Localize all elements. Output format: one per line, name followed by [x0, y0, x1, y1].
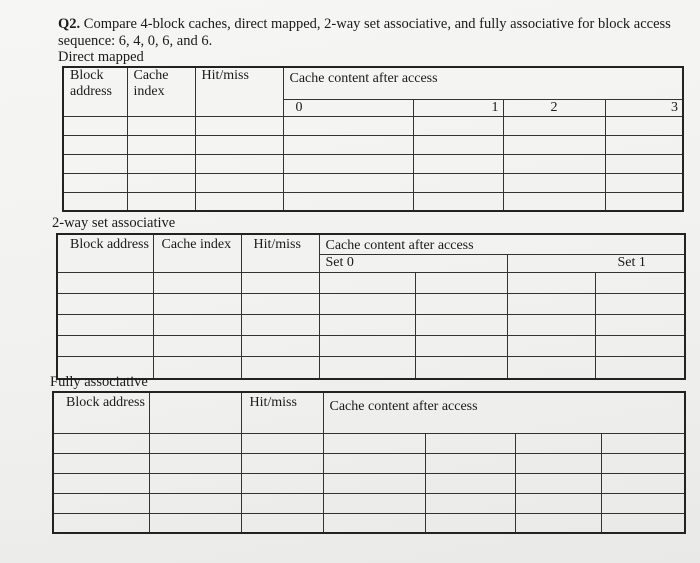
table-cell — [195, 135, 283, 154]
table-cell — [601, 453, 685, 473]
table-cell — [601, 513, 685, 533]
table-cell — [241, 357, 319, 379]
table-cell — [63, 173, 127, 192]
table-cell — [425, 433, 515, 453]
two-way-table — [56, 233, 686, 380]
table-row — [63, 154, 683, 173]
table-cell — [503, 173, 605, 192]
subheader-block-3: 3 — [605, 99, 683, 116]
table-row — [57, 273, 685, 294]
table-cell — [127, 192, 195, 211]
table-header-row — [63, 67, 683, 99]
table-cell — [507, 294, 595, 315]
table-cell — [283, 154, 413, 173]
table-row — [63, 135, 683, 154]
table-cell — [241, 493, 323, 513]
header-cache-index: Cache index — [153, 234, 241, 273]
table-cell — [515, 453, 601, 473]
table-cell — [323, 513, 425, 533]
question-text — [58, 16, 688, 50]
table-cell — [241, 433, 323, 453]
table-cell — [63, 116, 127, 135]
table-cell — [605, 135, 683, 154]
table-cell — [601, 433, 685, 453]
table-cell — [515, 473, 601, 493]
table-cell — [57, 315, 153, 336]
table-cell — [601, 473, 685, 493]
table-cell — [595, 315, 685, 336]
table-cell — [323, 453, 425, 473]
table-cell — [283, 173, 413, 192]
table-row — [53, 453, 685, 473]
table-cell — [127, 116, 195, 135]
header-hit-miss: Hit/miss — [195, 67, 283, 116]
table-cell — [153, 336, 241, 357]
table-cell — [63, 154, 127, 173]
table-cell — [595, 273, 685, 294]
table-cell — [127, 173, 195, 192]
table-cell — [415, 357, 507, 379]
table-cell — [153, 273, 241, 294]
header-block-address: Block address — [63, 67, 127, 116]
fully-associative-title: Fully associative — [50, 374, 148, 390]
table-row — [57, 294, 685, 315]
table-cell — [601, 493, 685, 513]
table-cell — [241, 513, 323, 533]
table-cell — [503, 135, 605, 154]
table-cell — [195, 192, 283, 211]
two-way-title: 2-way set associative — [52, 215, 176, 231]
table-row — [63, 116, 683, 135]
table-cell — [507, 273, 595, 294]
table-cell — [149, 453, 241, 473]
fully-associative-table — [52, 391, 686, 534]
header-hit-miss: Hit/miss — [241, 392, 323, 433]
table-row — [53, 513, 685, 533]
table-cell — [605, 116, 683, 135]
table-cell — [149, 513, 241, 533]
table-cell — [195, 116, 283, 135]
table-row — [53, 473, 685, 493]
question-number: Q2. — [58, 16, 81, 32]
table-cell — [507, 357, 595, 379]
table-cell — [283, 192, 413, 211]
table-cell — [595, 294, 685, 315]
subheader-block-0: 0 — [283, 99, 413, 116]
table-cell — [415, 273, 507, 294]
table-cell — [319, 315, 415, 336]
table-header-row — [53, 392, 685, 433]
header-block-address: Block address — [53, 392, 149, 433]
table-cell — [413, 173, 503, 192]
table-cell — [241, 473, 323, 493]
table-cell — [515, 493, 601, 513]
table-cell — [149, 473, 241, 493]
subheader-set-1: Set 1 — [507, 255, 685, 273]
table-cell — [241, 294, 319, 315]
table-cell — [413, 154, 503, 173]
table-cell — [241, 273, 319, 294]
table-cell — [153, 294, 241, 315]
table-cell — [283, 135, 413, 154]
table-cell — [415, 336, 507, 357]
subheader-block-1: 1 — [413, 99, 503, 116]
table-cell — [605, 154, 683, 173]
table-cell — [127, 135, 195, 154]
table-cell — [319, 273, 415, 294]
table-cell — [57, 273, 153, 294]
direct-mapped-title: Direct mapped — [58, 49, 144, 65]
table-cell — [413, 116, 503, 135]
table-cell — [153, 357, 241, 379]
table-cell — [595, 357, 685, 379]
table-cell — [503, 154, 605, 173]
table-row — [57, 357, 685, 379]
table-cell — [241, 336, 319, 357]
table-cell — [195, 154, 283, 173]
subheader-set-0: Set 0 — [319, 255, 507, 273]
table-row — [57, 336, 685, 357]
table-cell — [153, 315, 241, 336]
table-cell — [63, 192, 127, 211]
table-cell — [425, 453, 515, 473]
table-cell — [127, 154, 195, 173]
table-cell — [319, 294, 415, 315]
table-cell — [53, 473, 149, 493]
table-cell — [323, 433, 425, 453]
table-cell — [503, 192, 605, 211]
table-cell — [413, 135, 503, 154]
table-row — [53, 433, 685, 453]
table-row — [63, 192, 683, 211]
table-cell — [507, 336, 595, 357]
table-cell — [57, 336, 153, 357]
table-cell — [53, 493, 149, 513]
table-cell — [149, 433, 241, 453]
header-cache-content: Cache content after access — [323, 392, 685, 433]
table-cell — [53, 513, 149, 533]
table-cell — [515, 513, 601, 533]
table-cell — [323, 493, 425, 513]
direct-mapped-table — [62, 66, 684, 212]
table-cell — [319, 336, 415, 357]
header-cache-index: Cache index — [127, 67, 195, 116]
table-cell — [195, 173, 283, 192]
table-cell — [507, 315, 595, 336]
subheader-block-2: 2 — [503, 99, 605, 116]
table-cell — [63, 135, 127, 154]
question-body: Compare 4-block caches, direct mapped, 2-way set associative, and fully associative for block access sequence: 6, 4, 0, 6, and 6. — [58, 16, 671, 49]
table-cell — [149, 392, 241, 433]
header-block-address: Block address — [57, 234, 153, 273]
table-cell — [323, 473, 425, 493]
table-cell — [241, 315, 319, 336]
table-cell — [415, 294, 507, 315]
table-cell — [515, 433, 601, 453]
header-hit-miss: Hit/miss — [241, 234, 319, 273]
table-cell — [241, 453, 323, 473]
table-cell — [53, 433, 149, 453]
table-row — [63, 173, 683, 192]
table-cell — [503, 116, 605, 135]
table-cell — [415, 315, 507, 336]
table-cell — [149, 493, 241, 513]
table-cell — [413, 192, 503, 211]
table-cell — [425, 473, 515, 493]
table-header-row — [57, 234, 685, 255]
header-cache-content: Cache content after access — [319, 234, 685, 255]
table-cell — [53, 453, 149, 473]
table-cell — [425, 513, 515, 533]
table-cell — [283, 116, 413, 135]
table-row — [57, 315, 685, 336]
table-row — [53, 493, 685, 513]
header-cache-content: Cache content after access — [283, 67, 683, 99]
table-cell — [595, 336, 685, 357]
table-cell — [425, 493, 515, 513]
table-cell — [605, 192, 683, 211]
table-cell — [319, 357, 415, 379]
table-cell — [57, 294, 153, 315]
table-cell — [605, 173, 683, 192]
